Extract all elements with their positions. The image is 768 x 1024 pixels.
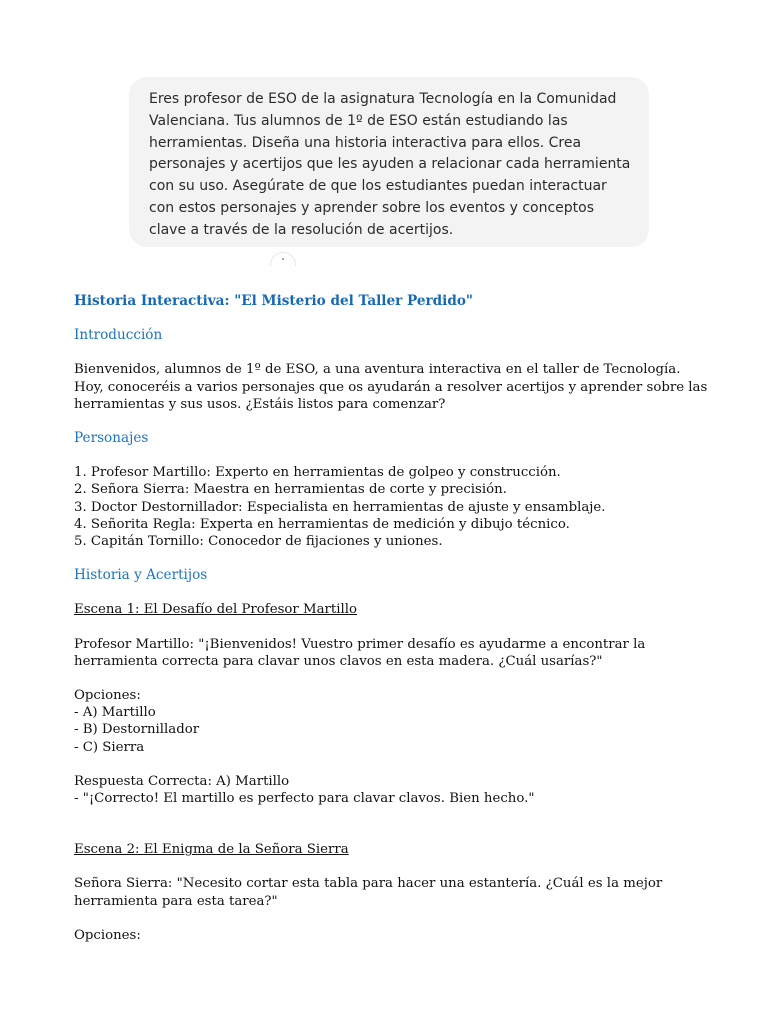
prompt-bubble bbox=[129, 77, 649, 247]
scene-1-title: Escena 1: El Desafío del Profesor Martillo bbox=[74, 602, 357, 618]
option-item: - B) Destornillador bbox=[74, 722, 200, 738]
scene-2-dialogue: Señora Sierra: "Necesito cortar esta tabla para hacer una estantería. ¿Cuál es la mejor herramienta para esta tarea?" bbox=[74, 876, 663, 909]
scene-1-dialogue: Profesor Martillo: "¡Bienvenidos! Vuestro primer desafío es ayudarme a encontrar la herramienta correcta para clavar unos clavos en esta madera. ¿Cuál usarías?" bbox=[74, 636, 646, 669]
prompt-text: Eres profesor de ESO de la asignatura Tecnología en la Comunidad Valenciana. Tus alumnos de 1º de ESO están estudiando las herramientas. Diseña una historia interactiva para ellos. Crea personajes y acertijos que les ayuden a relacionar cada herramienta con su uso. Asegúrate de que los estudiantes puedan interactuar con estos personajes y aprender sobre los eventos y conceptos clave a través de la resolución de acertijos. bbox=[149, 91, 631, 238]
document-body bbox=[74, 293, 714, 944]
character-item: 4. Señorita Regla: Experta en herramientas de medición y dibujo técnico. bbox=[74, 516, 570, 532]
character-item: 5. Capitán Tornillo: Conocedor de fijaciones y uniones. bbox=[74, 534, 443, 550]
option-item: - C) Sierra bbox=[74, 739, 145, 755]
characters-list bbox=[74, 464, 714, 550]
intro-paragraph: Bienvenidos, alumnos de 1º de ESO, a una aventura interactiva en el taller de Tecnología. Hoy, conoceréis a varios personajes que os ayudarán a resolver acertijos y aprender sobre las herramientas y sus usos. ¿Estáis listos para comenzar? bbox=[74, 362, 708, 412]
scene-1-answer: Respuesta Correcta: A) Martillo bbox=[74, 773, 290, 789]
story-heading: Historia y Acertijos bbox=[74, 567, 208, 584]
option-item: - A) Martillo bbox=[74, 705, 156, 721]
character-item: 3. Doctor Destornillador: Especialista en herramientas de ajuste y ensamblaje. bbox=[74, 499, 606, 515]
character-item: 2. Señora Sierra: Maestra en herramientas de corte y precisión. bbox=[74, 482, 507, 498]
scene-2-options-label: Opciones: bbox=[74, 927, 141, 943]
character-item: 1. Profesor Martillo: Experto en herramientas de golpeo y construcción. bbox=[74, 465, 561, 481]
document-title: Historia Interactiva: "El Misterio del Taller Perdido" bbox=[74, 293, 473, 309]
scene-1-options-label: Opciones: bbox=[74, 688, 141, 704]
scene-2-title: Escena 2: El Enigma de la Señora Sierra bbox=[74, 842, 349, 858]
intro-heading: Introducción bbox=[74, 327, 163, 344]
scene-1-feedback: - "¡Correcto! El martillo es perfecto para clavar clavos. Bien hecho." bbox=[74, 791, 535, 807]
characters-heading: Personajes bbox=[74, 430, 149, 447]
bubble-expand-handle[interactable] bbox=[270, 252, 296, 266]
